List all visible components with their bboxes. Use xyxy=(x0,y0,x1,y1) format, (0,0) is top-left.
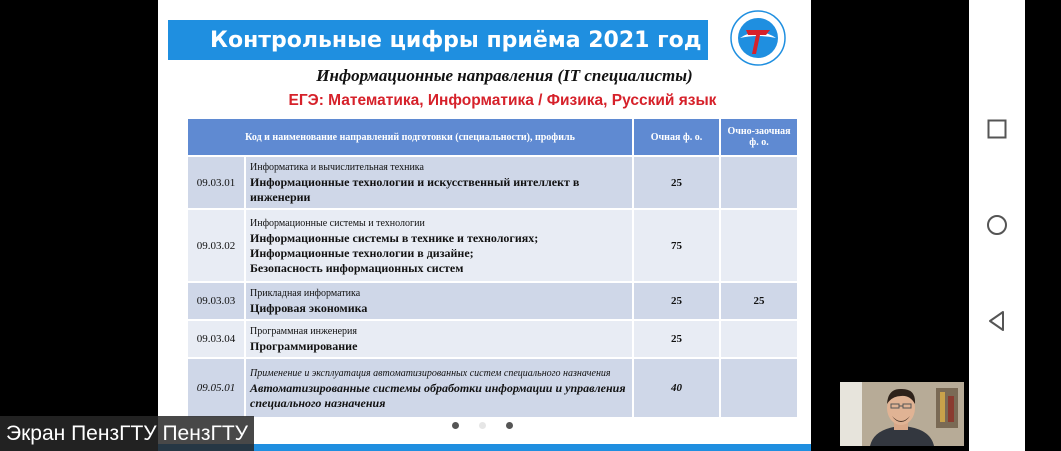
row-profile: Цифровая экономика xyxy=(250,301,368,315)
android-navigation-bar xyxy=(969,0,1025,451)
slide-footer-strip xyxy=(158,444,811,451)
row-code: 09.03.02 xyxy=(187,209,245,282)
row-code: 09.03.03 xyxy=(187,282,245,320)
row-description xyxy=(245,282,633,320)
header-code-name: Код и наименование направлений подготовки (специальности), профиль xyxy=(187,118,633,156)
row-part-time xyxy=(720,320,798,358)
table-row xyxy=(187,358,798,418)
header-full-time: Очная ф. о. xyxy=(633,118,720,156)
presentation-slide xyxy=(158,0,811,451)
table-row xyxy=(187,156,798,209)
back-triangle-icon[interactable] xyxy=(985,309,1009,333)
table-row xyxy=(187,209,798,282)
row-part-time xyxy=(720,358,798,418)
row-code: 09.03.04 xyxy=(187,320,245,358)
table-row xyxy=(187,320,798,358)
pagination-dot[interactable] xyxy=(452,422,459,429)
row-full-time: 25 xyxy=(633,156,720,209)
slide-subtitle: Информационные направления (IT специалисты) xyxy=(316,66,693,85)
row-profile: Информационные технологии в дизайне; xyxy=(250,245,474,260)
table-header-row xyxy=(187,118,798,156)
person-video-icon xyxy=(840,382,964,446)
row-full-time: 40 xyxy=(633,358,720,418)
row-description xyxy=(245,156,633,209)
header-part-time: Очно-заочная ф. о. xyxy=(720,118,798,156)
row-group: Программная инженерия xyxy=(250,326,357,337)
row-code: 09.03.01 xyxy=(187,156,245,209)
row-description xyxy=(245,358,633,418)
row-group: Применение и эксплуатация автоматизированных систем специального назначения xyxy=(250,367,611,379)
row-description xyxy=(245,320,633,358)
row-description xyxy=(245,209,633,282)
row-part-time xyxy=(720,156,798,209)
row-group: Информатика и вычислительная техника xyxy=(250,162,424,173)
row-profile: Безопасность информационных систем xyxy=(250,260,464,275)
row-part-time xyxy=(720,209,798,282)
admission-table xyxy=(186,117,799,419)
slide-pagination xyxy=(452,416,533,434)
row-group: Прикладная информатика xyxy=(250,288,361,299)
row-part-time: 25 xyxy=(720,282,798,320)
pagination-dot[interactable] xyxy=(479,422,486,429)
screen-share-caption: Экран ПензГТУ ПензГТУ xyxy=(0,416,254,451)
university-logo-icon xyxy=(728,8,788,68)
row-profile: Автоматизированные системы обработки информации и управления специального назначения xyxy=(250,380,626,410)
slide-title-bar xyxy=(168,20,708,60)
row-profile: Информационные технологии и искусственный интеллект в инженерии xyxy=(250,175,580,204)
slide-title: Контрольные цифры приёма 2021 год xyxy=(210,28,702,53)
row-full-time: 75 xyxy=(633,209,720,282)
row-profile: Программирование xyxy=(250,339,358,353)
table-row xyxy=(187,282,798,320)
recents-square-icon[interactable] xyxy=(985,117,1009,141)
row-full-time: 25 xyxy=(633,320,720,358)
home-circle-icon[interactable] xyxy=(985,213,1009,237)
row-code: 09.05.01 xyxy=(187,358,245,418)
exam-requirements: ЕГЭ: Математика, Информатика / Физика, Русский язык xyxy=(288,92,717,109)
participant-video-thumbnail[interactable] xyxy=(840,382,964,446)
row-profile: Информационные системы в технике и технологиях; xyxy=(250,230,539,245)
row-full-time: 25 xyxy=(633,282,720,320)
pagination-dot[interactable] xyxy=(506,422,513,429)
row-group: Информационные системы и технологии xyxy=(250,217,425,229)
